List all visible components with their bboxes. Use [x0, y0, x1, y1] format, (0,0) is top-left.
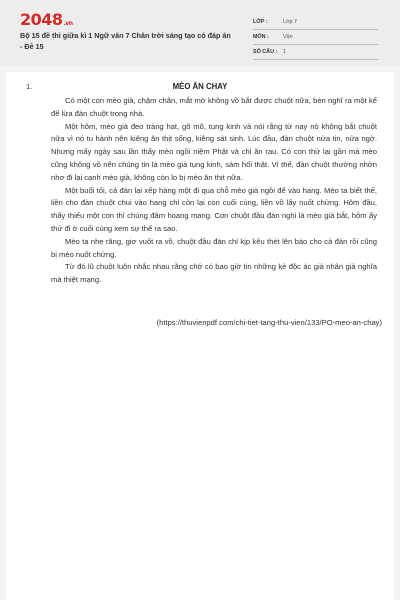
- logo-text: 2048: [20, 10, 63, 29]
- meta-row-question-count: [253, 45, 378, 60]
- question-number: 1.: [26, 82, 33, 91]
- meta-key: LỚP :: [253, 19, 268, 25]
- meta-value: 1: [283, 49, 286, 55]
- paragraph: Có một con mèo già, chậm chân, mắt mờ không vồ bắt được chuột nữa, bèn nghĩ ra một kế để lừa đàn chuột trong nhà.: [51, 96, 377, 118]
- meta-row-subject: [253, 30, 378, 45]
- story-title: MÈO ĂN CHAY: [172, 82, 228, 91]
- document-page: [6, 72, 394, 600]
- source-citation: (https://thuvienpdf.com/chi-tiet-tang-thu-vien/133/PO-meo-an-chay): [156, 318, 382, 327]
- site-logo[interactable]: [20, 11, 73, 33]
- meta-key: SỐ CÂU :: [253, 49, 278, 55]
- document-header: [0, 0, 400, 66]
- document-title: Bộ 15 đề thi giữa kì 1 Ngữ văn 7 Chân trời sáng tạo có đáp án - Đề 15: [20, 31, 231, 51]
- meta-row-class: [253, 15, 378, 30]
- paragraph: Một buổi tối, cả đàn lại xếp hàng một đi qua chỗ mèo già ngồi để vào hang. Mèo ta biết thế, liền cho đàn chuột chui vào hang chỉ còn lại con cuối cùng, liền vồ lấy nuốt chửng. Hôm đầu, thấy thiếu một con thì chúng đâm hoang mang. Con chuột đầu đàn nghi là mèo già bắt, hôm ấy thử đi ở cuối cùng xem sự thể ra sao.: [51, 185, 377, 233]
- paragraph: Từ đó lũ chuột luôn nhắc nhau rằng chớ có bao giờ tin những kẻ độc ác giả nhân giả nghĩa mà thiệt mạng.: [51, 262, 377, 285]
- meta-value: Lớp 7: [283, 19, 298, 25]
- story-body: [51, 95, 377, 287]
- paragraph: Một hôm, mèo già đeo tràng hạt, gõ mõ, tụng kinh và nói rằng từ nay nó không bắt chuột nữa vì nó tu hành nên kiêng ăn thịt sống, kiêng sát sinh. Lúc đầu, đàn chuột nửa tin, nửa ngờ. Nhưng mấy ngày sau lần thấy mèo ngồi niệm Phật và chỉ ăn rau. Có con thử lại gần mà mèo cũng không vồ nên chúng tin là mèo già tụng kinh, sám hối thật. Vì thế, đàn chuột thường nhởn nhơ đi lại cạnh mèo già, không còn lo bị mèo ăn thịt nữa.: [51, 121, 377, 182]
- meta-value: Văn: [283, 34, 293, 40]
- paragraph: Mèo ta nhe răng, giơ vuốt ra vồ, chuột đầu đàn chỉ kịp kêu thét lên báo cho cả đàn rồi cũng bị mèo nuốt chửng.: [51, 236, 377, 259]
- logo-suffix: .vn: [63, 20, 73, 27]
- meta-key: MÔN :: [253, 34, 269, 40]
